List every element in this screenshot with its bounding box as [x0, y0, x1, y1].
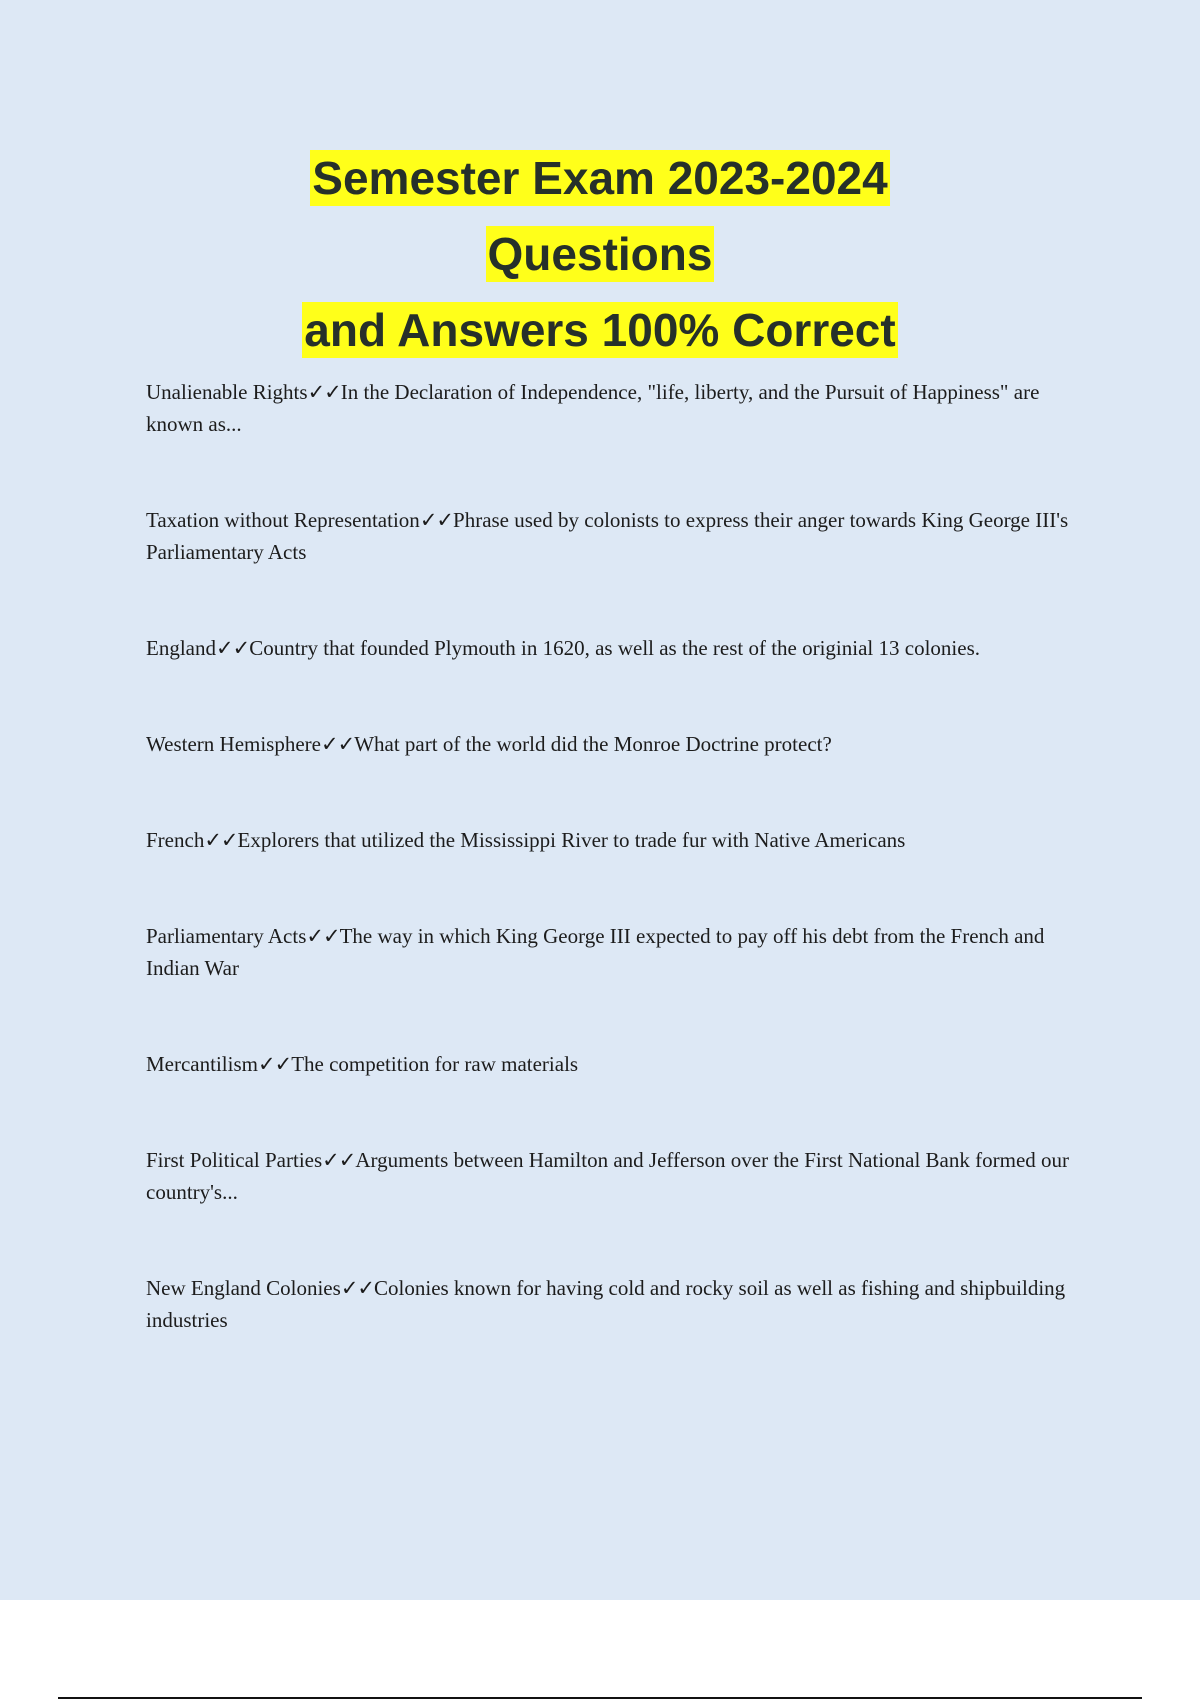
check-mark-icon: ✓✓ [204, 828, 238, 852]
qa-term: New England Colonies [146, 1276, 341, 1300]
qa-item [146, 824, 1096, 856]
check-mark-icon: ✓✓ [340, 1276, 375, 1300]
qa-definition: Arguments between Hamilton and Jefferson over the First National Bank formed our country's... [146, 1148, 1070, 1204]
check-mark-icon: ✓✓ [322, 1148, 356, 1172]
qa-item [146, 1048, 1096, 1080]
qa-term: Parliamentary Acts [146, 924, 307, 948]
qa-list [146, 376, 1096, 1400]
qa-item [146, 504, 1096, 568]
title-line-2 [0, 216, 1200, 292]
qa-item [146, 1144, 1096, 1208]
qa-definition: The competition for raw materials [291, 1052, 579, 1076]
qa-item [146, 920, 1096, 984]
qa-definition: The way in which King George III expected to pay off his debt from the French and Indian War [146, 924, 1045, 980]
check-mark-icon: ✓✓ [307, 380, 341, 404]
qa-item [146, 728, 1096, 760]
qa-term: French [146, 828, 205, 852]
title-line-3 [0, 292, 1200, 368]
qa-item [146, 1272, 1096, 1336]
footer-divider [58, 1697, 1142, 1699]
qa-term: Taxation without Representation [146, 508, 420, 532]
qa-term: First Political Parties [146, 1148, 323, 1172]
check-mark-icon: ✓✓ [321, 732, 355, 756]
qa-definition: Country that founded Plymouth in 1620, as well as the rest of the originial 13 colonies. [249, 636, 980, 660]
qa-definition: Phrase used by colonists to express their anger towards King George III's Parliamentary Acts [146, 508, 1069, 564]
check-mark-icon: ✓✓ [306, 924, 340, 948]
check-mark-icon: ✓✓ [215, 636, 250, 660]
qa-definition: Colonies known for having cold and rocky soil as well as fishing and shipbuilding industries [146, 1276, 1066, 1332]
qa-term: England [146, 636, 216, 660]
qa-term: Unalienable Rights [146, 380, 308, 404]
title-highlight-3: and Answers 100% Correct [304, 304, 896, 356]
title-highlight-1: Semester Exam 2023-2024 [312, 152, 888, 204]
qa-definition: Explorers that utilized the Mississippi River to trade fur with Native Americans [237, 828, 906, 852]
check-mark-icon: ✓✓ [419, 508, 454, 532]
qa-item [146, 632, 1096, 664]
title-line-1 [0, 140, 1200, 216]
qa-definition: In the Declaration of Independence, "life, liberty, and the Pursuit of Happiness" are known as... [146, 380, 1040, 436]
qa-definition: What part of the world did the Monroe Doctrine protect? [354, 732, 832, 756]
document-title [0, 140, 1200, 368]
check-mark-icon: ✓✓ [257, 1052, 292, 1076]
qa-term: Western Hemisphere [146, 732, 321, 756]
qa-term: Mercantilism [146, 1052, 258, 1076]
title-highlight-2: Questions [487, 228, 713, 280]
qa-item [146, 376, 1096, 440]
